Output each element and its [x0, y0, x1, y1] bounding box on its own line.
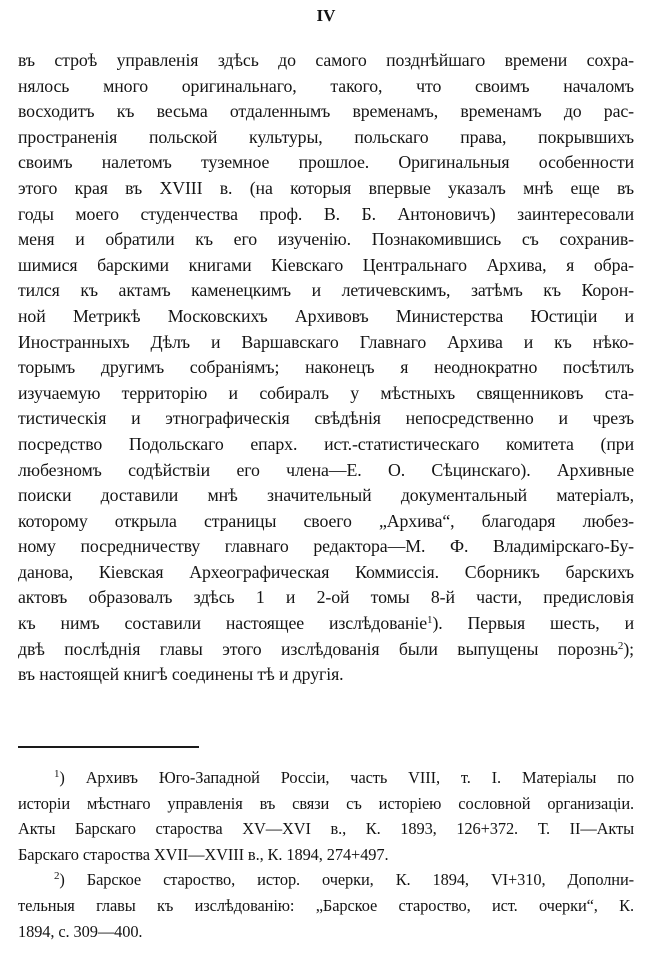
text-line-with-note [18, 611, 634, 637]
text-line: торымъ другимъ собраніямъ; наконецъ я неоднократно посѣтилъ [18, 357, 634, 378]
footnote-marker: 2 [54, 870, 60, 883]
text-segment: къ нимъ составили настоящее изслѣдованіе [18, 613, 428, 634]
footnote-reference: 2 [617, 639, 624, 652]
footnote-1-first-line [18, 766, 634, 792]
main-text [18, 48, 634, 688]
text-segment: двѣ послѣднія главы этого изслѣдованія были выпущены порознь [18, 638, 618, 659]
footnote-line: 1894, с. 309—400. [18, 921, 143, 941]
text-segment: ) Архивъ Юго-Западной Россіи, часть VIII, т. I. Матеріалы по [59, 768, 634, 787]
text-line: ной Метрикѣ Московскихъ Архивовъ Министерства Юстиціи и [18, 305, 634, 326]
text-line: изучаемую территорію и собиралъ у мѣстныхъ священниковъ ста- [18, 382, 634, 403]
text-line: любезномъ содѣйствіи его члена—Е. О. Сѣцинскаго). Архивные [18, 459, 634, 480]
text-line: посредство Подольскаго епарх. ист.-статистическаго комитета (при [18, 433, 634, 454]
footnotes [18, 766, 634, 945]
text-line: которому открыла страницы своего „Архива“, благодаря любез- [18, 510, 634, 531]
text-line: годы моего студенчества проф. В. Б. Антоновичъ) заинтересовали [18, 203, 634, 224]
text-segment: ); [623, 638, 634, 659]
text-line: шимися барскими книгами Кіевскаго Центральнаго Архива, я обра- [18, 254, 634, 275]
text-line: восходитъ къ весьма отдаленнымъ временамъ, временамъ до рас- [18, 101, 634, 122]
text-line: своимъ налетомъ туземное прошлое. Оригинальныя особенности [18, 152, 634, 173]
text-line: этого края въ XVIII в. (на которыя впервые указалъ мнѣ еще въ [18, 177, 634, 198]
footnote-line: исторіи мѣстнаго управленія въ связи съ исторіею сословной организаціи. [18, 793, 634, 813]
text-line: ному посредничеству главнаго редактора—М. Ф. Владимірскаго-Бу- [18, 536, 634, 557]
text-line: въ строѣ управленія здѣсь до самого позднѣйшаго времени сохра- [18, 50, 634, 70]
text-line: тистическія и этнографическія свѣдѣнія непосредственно и чрезъ [18, 408, 634, 429]
footnote-2-first-line [18, 868, 634, 894]
text-line: данова, Кіевская Археографическая Коммиссія. Сборникъ барскихъ [18, 561, 634, 582]
footnote-line: Акты Барскаго староства XV—XVI в., К. 1893, 126+372. Т. II—Акты [18, 819, 634, 839]
footnote-line: тельныя главы къ изслѣдованію: „Барское староство, ист. очерки“, К. [18, 895, 634, 915]
text-line: актовъ образовалъ здѣсь 1 и 2-ой томы 8-й части, предисловія [18, 587, 634, 608]
text-line: въ настоящей книгѣ соединены тѣ и другія. [18, 664, 344, 685]
text-line: поиски доставили мнѣ значительный документальный матеріалъ, [18, 485, 634, 506]
text-line: нялось много оригинальнаго, такого, что своимъ началомъ [18, 75, 634, 96]
text-line: тился къ актамъ каменецкимъ и летичевскимъ, затѣмъ къ Корон- [18, 280, 634, 301]
page-number: IV [316, 6, 336, 25]
text-segment: ) Барское староство, истор. очерки, К. 1894, VI+310, Дополни- [59, 870, 634, 890]
footnote-separator [18, 746, 199, 748]
footnote-reference: 1 [427, 614, 433, 627]
text-line: Иностранныхъ Дѣлъ и Варшавскаго Главнаго Архива и къ нѣко- [18, 331, 634, 352]
text-line-with-note [18, 637, 634, 663]
text-line: меня и обратили къ его изученію. Познакомившись съ сохранив- [18, 229, 634, 250]
footnote-marker: 1 [54, 768, 60, 780]
footnote-line: Барскаго староства XVII—XVIII в., К. 1894, 274+497. [18, 844, 389, 864]
text-line: пространенія польской культуры, польскаго права, покрывшихъ [18, 126, 634, 147]
text-segment: ). Первыя шесть, и [432, 613, 634, 634]
